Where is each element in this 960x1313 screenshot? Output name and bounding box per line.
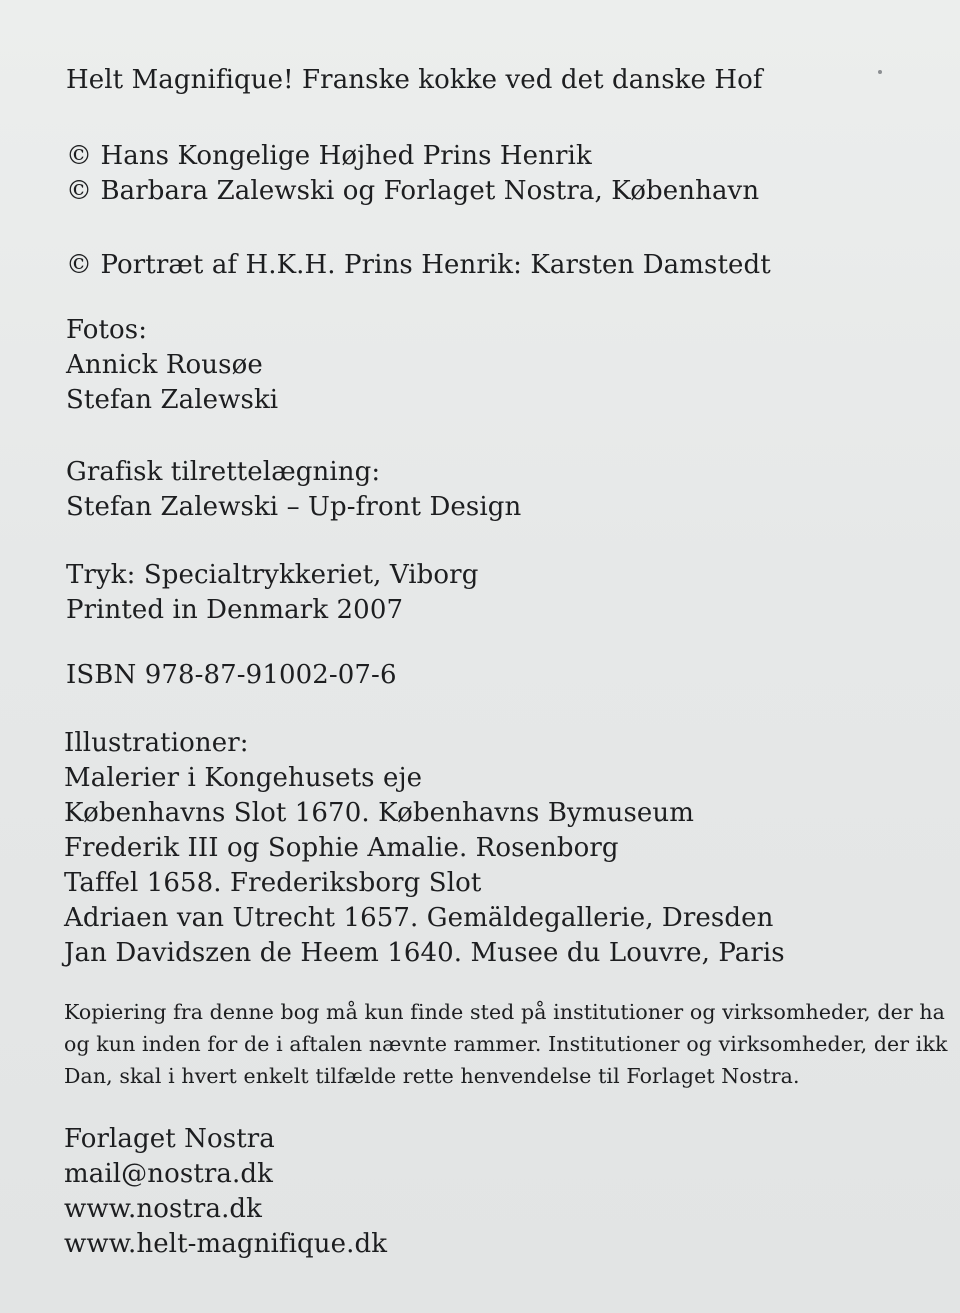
illustrations-block bbox=[64, 726, 785, 971]
notice-line: og kun inden for de i aftalen nævnte rammer. Institutioner og virksomheder, der ikk bbox=[64, 1032, 948, 1056]
notice-line: Kopiering fra denne bog må kun finde sted på institutioner og virksomheder, der ha bbox=[64, 1000, 945, 1024]
title-block bbox=[66, 63, 763, 97]
notice-line: Dan, skal i hvert enkelt tilfælde rette henvendelse til Forlaget Nostra. bbox=[64, 1064, 800, 1088]
publisher-website: www.nostra.dk bbox=[64, 1194, 263, 1224]
illustration-item: Jan Davidszen de Heem 1640. Musee du Louvre, Paris bbox=[64, 938, 785, 968]
design-heading: Grafisk tilrettelægning: bbox=[66, 457, 381, 487]
book-website: www.helt-magnifique.dk bbox=[64, 1229, 388, 1259]
paper-speck bbox=[878, 70, 882, 74]
illustrations-heading: Illustrationer: bbox=[64, 728, 249, 758]
illustration-item: Københavns Slot 1670. Københavns Bymuseum bbox=[64, 798, 694, 828]
publisher-name: Forlaget Nostra bbox=[64, 1124, 275, 1154]
photos-heading: Fotos: bbox=[66, 315, 148, 345]
photographer-name: Stefan Zalewski bbox=[66, 385, 279, 415]
book-title: Helt Magnifique! Franske kokke ved det danske Hof bbox=[66, 65, 763, 95]
illustration-item: Malerier i Kongehusets eje bbox=[64, 763, 423, 793]
illustration-item: Adriaen van Utrecht 1657. Gemäldegallerie, Dresden bbox=[64, 903, 774, 933]
copyright-block bbox=[66, 139, 759, 209]
illustration-item: Frederik III og Sophie Amalie. Rosenborg bbox=[64, 833, 619, 863]
publisher-email: mail@nostra.dk bbox=[64, 1159, 273, 1189]
printed-line: Printed in Denmark 2007 bbox=[66, 595, 404, 625]
printer-line: Tryk: Specialtrykkeriet, Viborg bbox=[66, 560, 479, 590]
isbn-block bbox=[66, 658, 397, 693]
copyright-line: © Hans Kongelige Højhed Prins Henrik bbox=[66, 141, 592, 171]
photos-block bbox=[66, 313, 278, 418]
design-block bbox=[66, 455, 521, 525]
portrait-credit: © Portræt af H.K.H. Prins Henrik: Karsten Damstedt bbox=[66, 250, 771, 280]
design-credit: Stefan Zalewski – Up-front Design bbox=[66, 492, 522, 522]
isbn: ISBN 978-87-91002-07-6 bbox=[66, 660, 397, 690]
publisher-block bbox=[64, 1122, 387, 1262]
copyright-line: © Barbara Zalewski og Forlaget Nostra, København bbox=[66, 176, 760, 206]
print-block bbox=[66, 558, 478, 628]
illustration-item: Taffel 1658. Frederiksborg Slot bbox=[64, 868, 482, 898]
portrait-credit-block bbox=[66, 248, 771, 283]
copying-notice bbox=[64, 996, 948, 1092]
photographer-name: Annick Rousøe bbox=[66, 350, 263, 380]
